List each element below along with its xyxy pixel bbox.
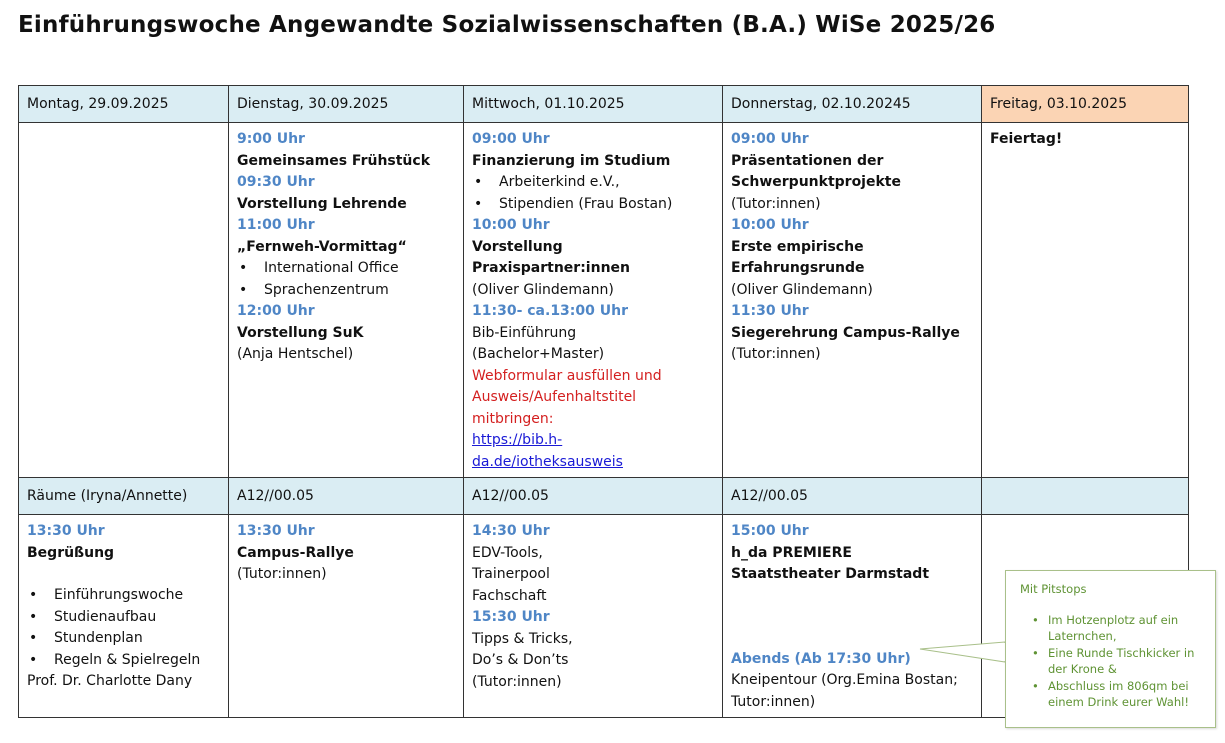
- event-time: 11:30- ca.13:00 Uhr: [472, 303, 628, 319]
- room-thursday: A12//00.05: [723, 478, 982, 515]
- event-note: (Bachelor+Master): [472, 346, 605, 362]
- event-time: 13:30 Uhr: [237, 523, 315, 539]
- rooms-label: Räume (Iryna/Annette): [19, 478, 229, 515]
- morning-row: [19, 123, 1189, 478]
- event-title: Kneipentour (Org.Emina Bostan;: [731, 672, 958, 688]
- event-time: 11:00 Uhr: [237, 217, 315, 233]
- event-time: 9:00 Uhr: [237, 131, 305, 147]
- list-item: • Arbeiterkind e.V.,: [472, 172, 714, 194]
- event-title: Gemeinsames Frühstück: [237, 152, 431, 169]
- event-note: (Oliver Glindemann): [472, 281, 614, 298]
- bullet-list: [237, 258, 455, 301]
- afternoon-tuesday-cell: [229, 515, 464, 718]
- event-note: (Tutor:innen): [472, 673, 562, 690]
- event-time: 09:00 Uhr: [472, 131, 550, 147]
- callout-item: • Im Hotzenplotz auf ein Laternchen,: [1020, 612, 1203, 645]
- event-note: (Anja Hentschel): [237, 346, 354, 362]
- event-time: 11:30 Uhr: [731, 303, 809, 319]
- event-title: Do’s & Don’ts: [472, 652, 569, 668]
- event-title: Finanzierung im Studium: [472, 152, 671, 169]
- bullet-list: [472, 172, 714, 215]
- warning-text: Ausweis/Aufenhaltstitel: [472, 389, 637, 405]
- room-friday: [982, 478, 1189, 515]
- list-item: • Stipendien (Frau Bostan): [472, 194, 714, 216]
- day-header-friday: Freitag, 03.10.2025: [982, 86, 1189, 123]
- page-title: Einführungswoche Angewandte Sozialwissenschaften (B.A.) WiSe 2025/26: [18, 12, 996, 38]
- event-time: 09:30 Uhr: [237, 174, 315, 190]
- event-title: Campus-Rallye: [237, 544, 354, 561]
- event-time: 15:00 Uhr: [731, 523, 809, 539]
- afternoon-thursday-cell: [723, 515, 982, 718]
- warning-text: Webformular ausfüllen und: [472, 367, 662, 384]
- bullet-list: [27, 585, 220, 671]
- list-item: • Stundenplan: [27, 628, 220, 650]
- event-time: 10:00 Uhr: [731, 217, 809, 233]
- event-title: Fachschaft: [472, 587, 547, 604]
- event-title: Trainerpool: [472, 566, 550, 582]
- event-title: Erfahrungsrunde: [731, 260, 865, 276]
- list-item: • Einführungswoche: [27, 585, 220, 607]
- callout-item: • Abschluss im 806qm bei einem Drink eurer Wahl!: [1020, 678, 1203, 711]
- event-title: Staatstheater Darmstadt: [731, 566, 930, 582]
- event-note: (Oliver Glindemann): [731, 281, 873, 298]
- event-title: Vorstellung Lehrende: [237, 195, 407, 212]
- event-title: h_da PREMIERE: [731, 544, 852, 561]
- list-item: • Regeln & Spielregeln: [27, 650, 220, 672]
- list-item: • International Office: [237, 258, 455, 280]
- list-item: • Sprachenzentrum: [237, 280, 455, 302]
- event-title: Bib-Einführung: [472, 324, 577, 341]
- rooms-row: [19, 478, 1189, 515]
- callout-item: • Eine Runde Tischkicker in der Krone &: [1020, 645, 1203, 678]
- library-link[interactable]: da.de/iotheksausweis: [472, 453, 623, 470]
- room-wednesday: A12//00.05: [464, 478, 723, 515]
- event-time: 14:30 Uhr: [472, 523, 550, 539]
- pitstops-callout: [1005, 570, 1216, 728]
- event-time: 10:00 Uhr: [472, 217, 550, 233]
- event-title: Begrüßung: [27, 544, 115, 561]
- afternoon-monday-cell: [19, 515, 229, 718]
- event-note: Tutor:innen): [731, 693, 816, 710]
- warning-text: mitbringen:: [472, 410, 554, 427]
- day-header-row: [19, 86, 1189, 123]
- event-title: Vorstellung Praxispartner:innen: [472, 238, 630, 276]
- event-title: Erste empirische: [731, 238, 864, 255]
- event-title: „Fernweh-Vormittag“: [237, 238, 407, 255]
- event-title: EDV-Tools,: [472, 544, 543, 561]
- day-header-wednesday: Mittwoch, 01.10.2025: [464, 86, 723, 123]
- morning-thursday-cell: [723, 123, 982, 478]
- morning-monday-cell: [19, 123, 229, 478]
- event-note: (Tutor:innen): [731, 195, 821, 212]
- event-title: Präsentationen der: [731, 152, 884, 169]
- list-item: • Studienaufbau: [27, 607, 220, 629]
- callout-title: Mit Pitstops: [1020, 582, 1087, 596]
- event-title: Schwerpunktprojekte: [731, 174, 901, 190]
- holiday-label: Feiertag!: [990, 131, 1063, 147]
- event-note: Prof. Dr. Charlotte Dany: [27, 673, 193, 689]
- event-title: Siegerehrung Campus-Rallye: [731, 324, 960, 341]
- morning-friday-cell: [982, 123, 1189, 478]
- event-note: (Tutor:innen): [731, 346, 821, 362]
- callout-pointer: [915, 640, 1007, 670]
- day-header-monday: Montag, 29.09.2025: [19, 86, 229, 123]
- day-header-thursday: Donnerstag, 02.10.20245: [723, 86, 982, 123]
- day-header-tuesday: Dienstag, 30.09.2025: [229, 86, 464, 123]
- morning-tuesday-cell: [229, 123, 464, 478]
- event-note: (Tutor:innen): [237, 566, 327, 582]
- event-time: Abends (Ab 17:30 Uhr): [731, 650, 911, 667]
- event-time: 13:30 Uhr: [27, 523, 105, 539]
- morning-wednesday-cell: [464, 123, 723, 478]
- afternoon-wednesday-cell: [464, 515, 723, 718]
- event-time: 15:30 Uhr: [472, 609, 550, 625]
- event-title: Tipps & Tricks,: [472, 630, 573, 647]
- event-title: Vorstellung SuK: [237, 324, 364, 341]
- library-link[interactable]: https://bib.h-: [472, 432, 563, 448]
- room-tuesday: A12//00.05: [229, 478, 464, 515]
- event-time: 12:00 Uhr: [237, 303, 315, 319]
- event-time: 09:00 Uhr: [731, 131, 809, 147]
- callout-list: [1020, 612, 1203, 711]
